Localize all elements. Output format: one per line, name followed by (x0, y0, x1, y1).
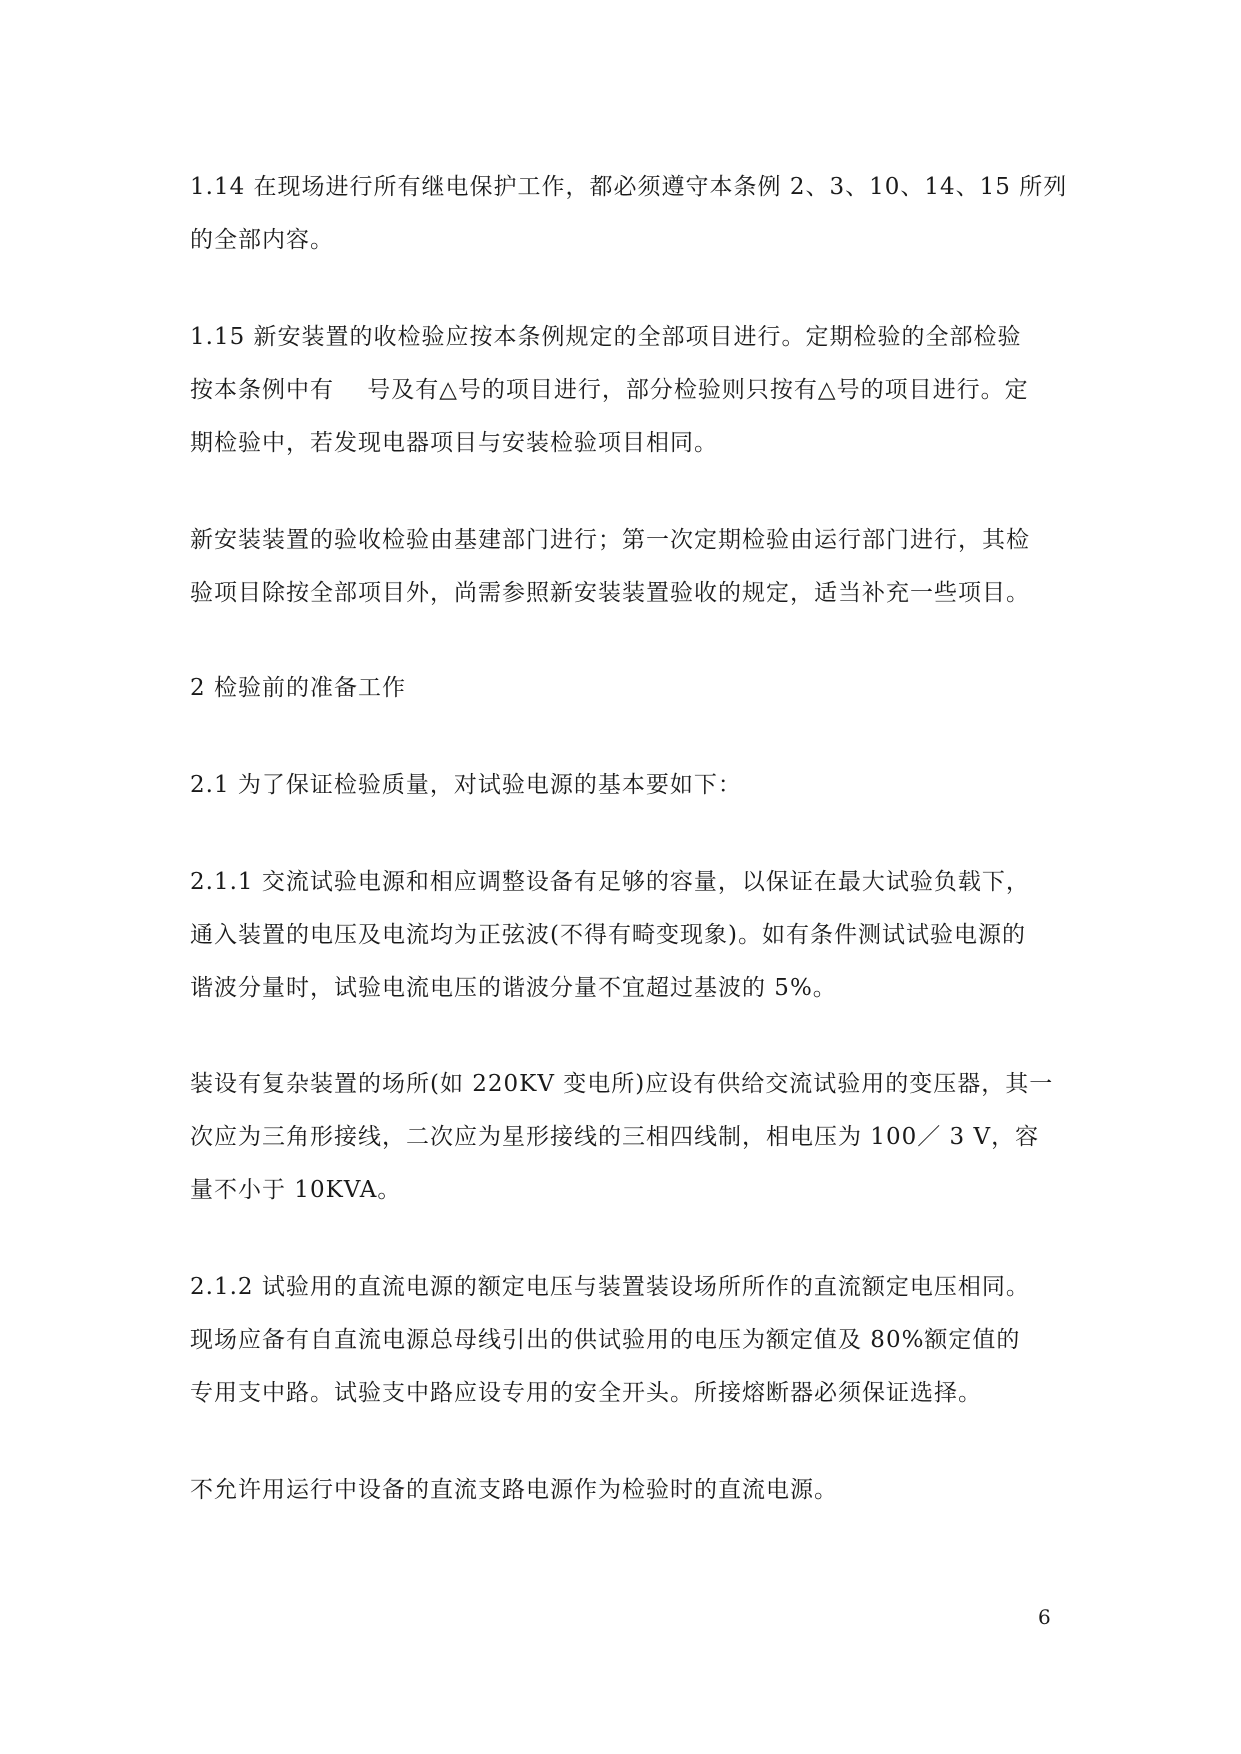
text-line: 新安装装置的验收检验由基建部门进行；第一次定期检验由运行部门进行，其检 (190, 527, 1030, 553)
text-line: 不允许用运行中设备的直流支路电源作为检验时的直流电源。 (190, 1477, 838, 1503)
text-line: 2.1 为了保证检验质量，对试验电源的基本要如下： (190, 772, 742, 798)
text-line: 期检验中，若发现电器项目与安装检验项目相同。 (190, 430, 718, 456)
text-line: 专用支中路。试验支中路应设专用的安全开头。所接熔断器必须保证选择。 (190, 1380, 982, 1406)
text-line: 1.14 在现场进行所有继电保护工作，都必须遵守本条例 2、3、10、14、15 所列 (190, 174, 1068, 200)
page-number: 6 (1038, 1605, 1051, 1629)
text-line: 2.1.1 交流试验电源和相应调整设备有足够的容量，以保证在最大试验负载下， (190, 869, 1030, 895)
text-line: 现场应备有自直流电源总母线引出的供试验用的电压为额定值及 80%额定值的 (190, 1327, 1021, 1353)
text-line: 谐波分量时，试验电流电压的谐波分量不宜超过基波的 5%。 (190, 975, 837, 1001)
text-line: 2.1.2 试验用的直流电源的额定电压与装置装设场所所作的直流额定电压相同。 (190, 1274, 1030, 1300)
text-line: 量不小于 10KVA。 (190, 1177, 402, 1203)
text-line: 按本条例中有 号及有△号的项目进行，部分检验则只按有△号的项目进行。定 (190, 377, 1029, 403)
section-heading: 2 检验前的准备工作 (190, 675, 406, 701)
text-line: 通入装置的电压及电流均为正弦波(不得有畸变现象)。如有条件测试试验电源的 (190, 922, 1026, 948)
text-line: 装设有复杂装置的场所(如 220KV 变电所)应设有供给交流试验用的变压器，其一 (190, 1071, 1054, 1097)
text-line: 1.15 新安装置的收检验应按本条例规定的全部项目进行。定期检验的全部检验 (190, 324, 1022, 350)
text-line: 验项目除按全部项目外，尚需参照新安装装置验收的规定，适当补充一些项目。 (190, 580, 1030, 606)
text-line: 的全部内容。 (190, 227, 334, 253)
text-line: 次应为三角形接线，二次应为星形接线的三相四线制，相电压为 100／ 3 V，容 (190, 1124, 1040, 1150)
